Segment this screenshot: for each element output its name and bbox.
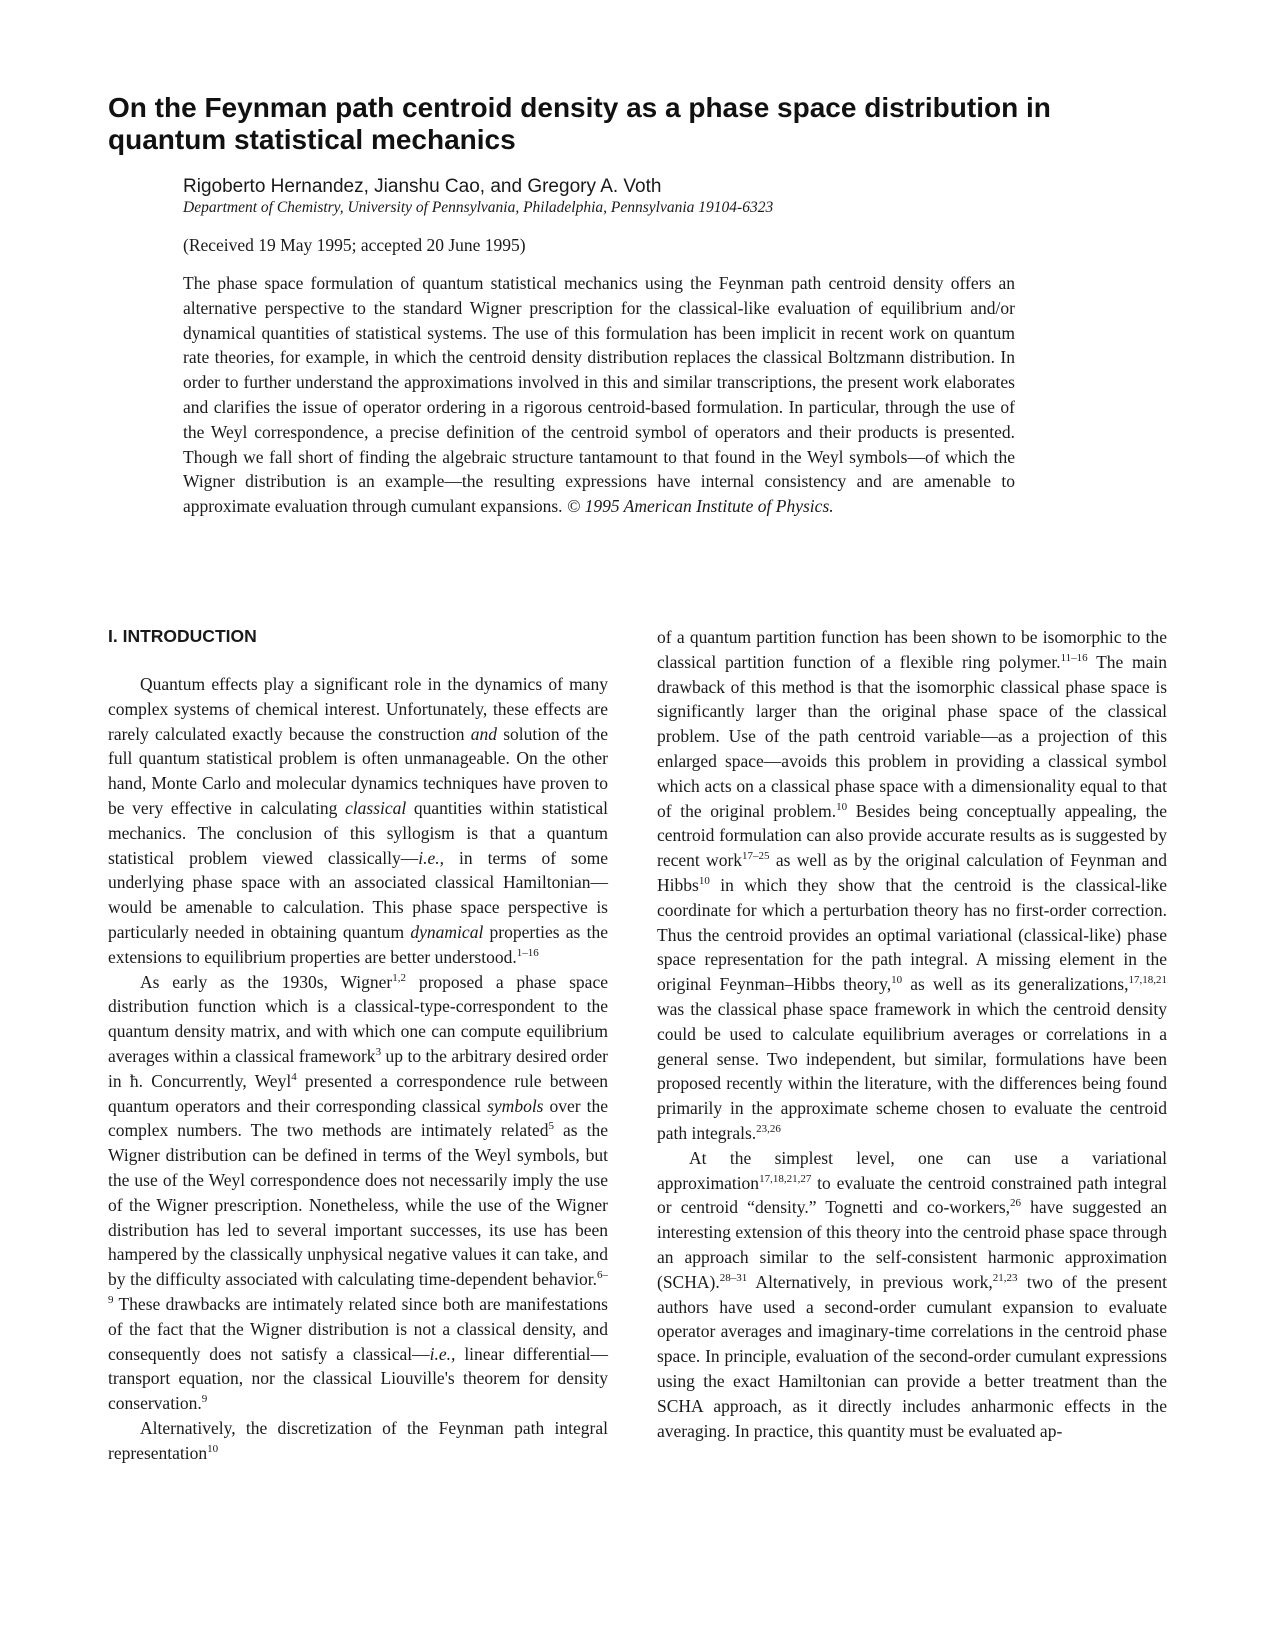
p3-text: in which they show that the centroid is the classical-like coordinate for which a perturbation theory has no first-order correction. Thus the centroid provides an optimal variational (classical-like) phase space representation for the path integral. A missing element in the original Feynman–Hibbs theory,: [657, 874, 1167, 995]
p3-text: Alternatively, the discretization of the Feynman path integral representation: [108, 1417, 608, 1463]
p3-text: of a quantum partition function has been shown to be isomorphic to the classical partition function of a flexible ring polymer.: [657, 627, 1167, 672]
citation: 28–31: [719, 1271, 748, 1284]
p2-text: linear differential—transport equation, nor the classical Liouville's theorem for density conservation.: [108, 1343, 608, 1414]
citation: 10: [836, 800, 848, 813]
p2-text: up to the arbitrary desired order in ħ. Concurrently, Weyl: [108, 1045, 608, 1091]
paragraph-4: [657, 1146, 1167, 1444]
citation: 3: [375, 1045, 382, 1058]
p2-text: over the complex numbers. The two methods are intimately related: [108, 1095, 608, 1141]
paragraph-1: [108, 672, 608, 970]
citation: 4: [291, 1070, 297, 1083]
paragraph-3-continuation: [657, 625, 1167, 1146]
p4-text: have suggested an interesting extension of this theory into the centroid phase space through an approach similar to the self-consistent harmonic approximation (SCHA).: [657, 1197, 1167, 1292]
p1-text: quantities within statistical mechanics. The conclusion of this syllogism is that a quantum statistical problem viewed classically—: [108, 797, 608, 868]
p2-text: presented a correspondence rule between quantum operators and their corresponding classical: [108, 1070, 608, 1116]
copyright-notice: © 1995 American Institute of Physics.: [566, 496, 834, 517]
citation: 23,26: [756, 1122, 781, 1135]
citation: 1,2: [392, 971, 406, 984]
received-dates: (Received 19 May 1995; accepted 20 June 1995): [183, 235, 526, 255]
p2-emph-ie: i.e.,: [429, 1343, 456, 1364]
p3-text: The main drawback of this method is that the isomorphic classical phase space is significantly larger than the original phase space of the classical problem. Use of the path centroid variable—as a projection of this enlarged space—avoids this problem in providing a classical symbol which acts on a classical phase space with a dimensionality equal to that of the original problem.: [657, 651, 1167, 821]
author-list: Rigoberto Hernandez, Jianshu Cao, and Gregory A. Voth: [183, 176, 662, 197]
p3-text: was the classical phase space framework in which the centroid density could be used to calculate equilibrium averages or correlations in a general sense. Two independent, but similar, formulations have been proposed recently within the literature, with the differences being found primarily in the approximate scheme chosen to evaluate the centroid path integrals.: [657, 998, 1167, 1143]
article-title: On the Feynman path centroid density as a phase space distribution in quantum statistical mechanics: [108, 92, 1051, 155]
abstract: [183, 271, 1015, 519]
p3-text: as well as by the original calculation of Feynman and Hibbs: [657, 850, 1167, 895]
paragraph-3: [108, 1416, 608, 1466]
p2-emph-symbols: symbols: [487, 1095, 544, 1116]
section-heading-introduction: I. INTRODUCTION: [108, 626, 257, 646]
p1-text: properties as the extensions to equilibrium properties are better understood.: [108, 921, 608, 967]
p2-text: As early as the 1930s, Wigner: [140, 971, 393, 992]
citation: 9: [201, 1393, 208, 1406]
p3-text: Besides being conceptually appealing, the centroid formulation can also provide accurate results as is suggested by recent work: [657, 800, 1167, 871]
p3-text: as well as its generalizations,: [902, 974, 1129, 995]
abstract-text: The phase space formulation of quantum statistical mechanics using the Feynman path centroid density offers an alternative perspective to the standard Wigner prescription for the classical-like evaluation of equilibrium and/or dynamical quantities of statistical systems. The use of this formulation has been implicit in recent work on quantum rate theories, for example, in which the centroid density distribution replaces the classical Boltzmann distribution. In order to further understand the approximations involved in this and similar transcriptions, the present work elaborates and clarifies the issue of operator ordering in a rigorous centroid-based formulation. In particular, through the use of the Weyl correspondence, a precise definition of the centroid symbol of operators and their products is presented. Though we fall short of finding the algebraic structure tantamount to that found in the Weyl symbols—of which the Wigner distribution is an example—the resulting expressions have internal consistency and are amenable to approximate evaluation through cumulant expansions.: [183, 273, 1015, 517]
citation: 26: [1010, 1197, 1022, 1210]
citation: 10: [698, 874, 710, 887]
citation: 17,18,21: [1128, 974, 1167, 987]
p1-text: Quantum effects play a significant role in the dynamics of many complex systems of chemical interest. Unfortunately, these effects are rarely calculated exactly because the construction: [108, 674, 608, 744]
p1-emph-classical: classical: [345, 797, 407, 818]
p2-text: These drawbacks are intimately related since both are manifestations of the fact that the Wigner distribution is not a classical density, and consequently does not satisfy a classical—: [108, 1293, 608, 1364]
right-column: [657, 625, 1167, 1443]
citation: 11–16: [1060, 651, 1088, 664]
p1-emph-and: and: [470, 723, 498, 744]
p2-text: proposed a phase space distribution function which is a classical-type-correspondent to the quantum density matrix, and with which one can compute equilibrium averages within a classical framework: [108, 971, 608, 1066]
citation: 6–9: [108, 1269, 608, 1306]
p2-text: as the Wigner distribution can be defined in terms of the Weyl symbols, but the use of the Weyl correspondence does not necessarily imply the use of the Wigner prescription. Nonetheless, while the use of the Wigner distribution has led to several important successes, its use has been hampered by the classically unphysical negative values it can take, and by the difficulty associated with calculating time-dependent behavior.: [108, 1120, 608, 1290]
p1-emph-dynamical: dynamical: [410, 921, 484, 942]
citation: 5: [548, 1120, 554, 1133]
p1-emph-ie: i.e.,: [418, 847, 445, 868]
citation: 17,18,21,27: [759, 1172, 812, 1185]
left-column: [108, 625, 608, 1466]
affiliation: Department of Chemistry, University of Pennsylvania, Philadelphia, Pennsylvania 19104-6323: [183, 199, 774, 216]
p1-text: solution of the full quantum statistical problem is often unmanageable. On the other hand, Monte Carlo and molecular dynamics techniques have proven to be very effective in calculating: [108, 723, 608, 818]
p4-text: to evaluate the centroid constrained path integral or centroid “density.” Tognetti and co-workers,: [657, 1172, 1167, 1218]
citation: 1–16: [516, 946, 539, 959]
citation: 17–25: [742, 850, 770, 863]
citation: 21,23: [992, 1271, 1018, 1284]
p4-text: two of the present authors have used a second-order cumulant expansion to evaluate operator averages and imaginary-time correlations in the centroid phase space. In principle, evaluation of the second-order cumulant expressions using the exact Hamiltonian can provide a better treatment than the SCHA approach, as it directly includes anharmonic effects in the averaging. In practice, this quantity must be evaluated ap-: [657, 1271, 1167, 1441]
p4-text: Alternatively, in previous work,: [747, 1271, 993, 1292]
citation: 10: [207, 1442, 219, 1455]
paragraph-2: [108, 970, 608, 1416]
p1-text: in terms of some underlying phase space with an associated classical Hamiltonian—would be amenable to calculation. This phase space perspective is particularly needed in obtaining quantum: [108, 847, 608, 942]
citation: 10: [891, 974, 903, 987]
p4-text: At the simplest level, one can use a variational approximation: [657, 1147, 1167, 1193]
